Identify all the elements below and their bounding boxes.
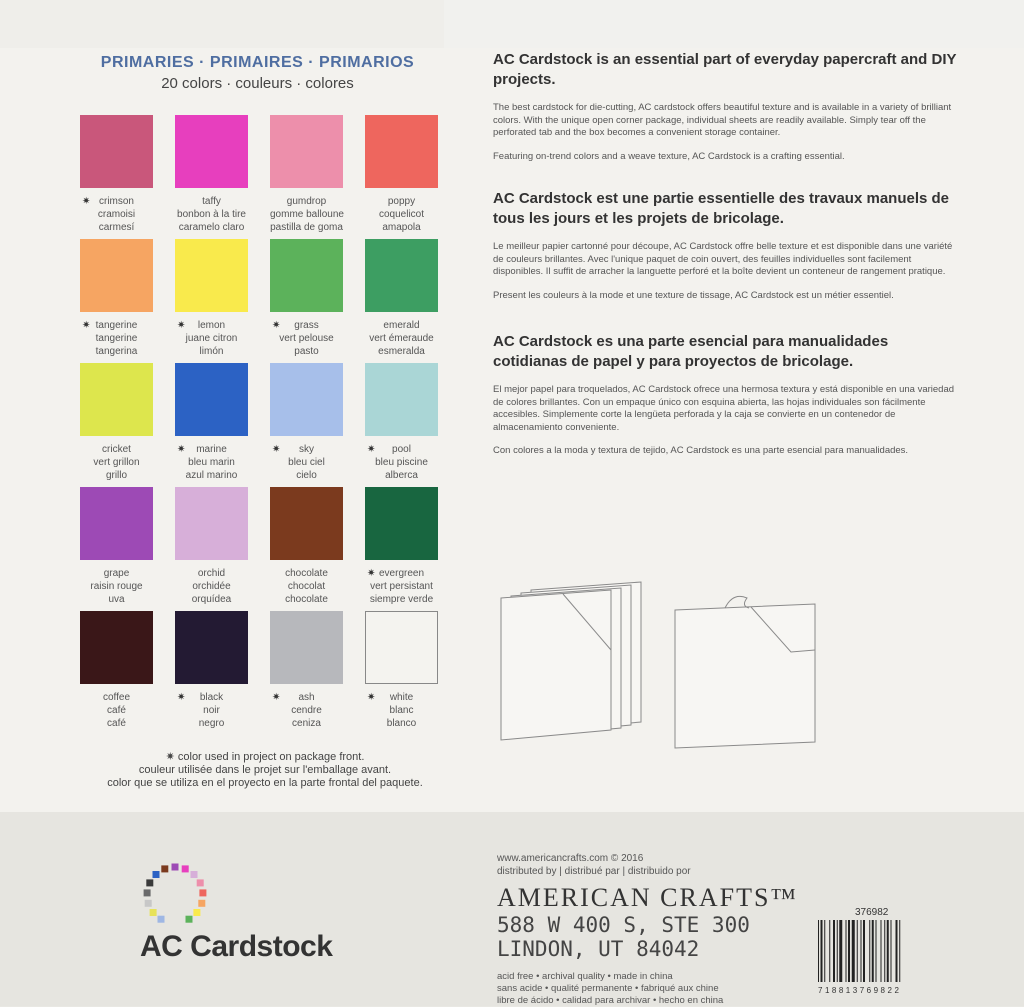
swatch-color: [365, 487, 438, 560]
swatch-names: [365, 195, 438, 234]
swatch-names: [80, 691, 153, 730]
swatch-marine: [175, 363, 248, 487]
logo-dot: [161, 865, 168, 872]
swatch-color: [270, 239, 343, 312]
swatch-name-fr: juane citron: [185, 333, 238, 344]
star-marker: ✷: [367, 568, 376, 579]
swatch-name-es: esmeralda: [378, 346, 425, 357]
barcode-bar: [857, 920, 858, 982]
star-marker: ✷: [177, 320, 186, 331]
footnote: [60, 751, 470, 790]
swatch-names: [365, 567, 438, 606]
swatch-color: [80, 487, 153, 560]
swatch-name-es: siempre verde: [369, 594, 434, 605]
swatch-name-es: pastilla de goma: [270, 222, 343, 233]
logo-color-ring: [144, 864, 207, 923]
open-corner-box-drawing: [675, 596, 815, 748]
logo-dot: [172, 864, 179, 871]
swatch-names: [80, 567, 153, 606]
swatch-color: [175, 363, 248, 436]
swatch-color: [270, 115, 343, 188]
heading-fr: AC Cardstock est une partie essentielle des travaux manuels de tous les jours et les projets de bricolage.: [493, 190, 950, 227]
star-marker: ✷: [272, 692, 281, 703]
swatch-name-es: tangerina: [95, 346, 138, 357]
swatch-color: [270, 363, 343, 436]
swatch-name-es: azul marino: [185, 470, 238, 481]
barcode-bar: [833, 920, 835, 982]
body-es-1: El mejor papel para troquelados, AC Cardstock ofrece una hermosa textura y está disponible en una variedad de colores brillantes. Con un empaque único con esquina abierta, las hojas individuales son fácilmente accesibles. Simplemente corte la lengüeta perforada y la caja se convierte en un contenedor de almacenamiento conveniente.: [493, 384, 955, 433]
swatch-name-es: negro: [198, 718, 225, 729]
barcode-bar: [872, 920, 874, 982]
barcode-bar: [848, 920, 850, 982]
swatch-name-fr: bleu ciel: [288, 457, 325, 468]
barcode-bar: [876, 920, 877, 982]
swatch-name-es: caramelo claro: [178, 222, 245, 233]
heading-es: AC Cardstock es una parte esencial para manualidades cotidianas de papel y para proyectos de bricolage.: [493, 333, 889, 370]
swatch-name-fr: cendre: [291, 705, 322, 716]
swatch-black: [175, 611, 248, 735]
barcode-bar: [869, 920, 870, 982]
body-en-1: The best cardstock for die-cutting, AC cardstock offers beautiful texture and is available in a variety of brilliant colors. With the unique open corner package, individual sheets are readily available. Simply tear off the perforated tab and the box becomes a convenient storage container.: [493, 102, 952, 138]
swatch-color: [80, 115, 153, 188]
barcode-bar: [887, 920, 889, 982]
stacked-sheets-drawing: [501, 582, 641, 740]
logo-dot: [150, 909, 157, 916]
swatch-name-en: orchid: [197, 568, 226, 579]
logo-dot: [144, 889, 151, 896]
logo-dot: [199, 889, 206, 896]
logo-dot: [153, 871, 160, 878]
swatch-color: [270, 611, 343, 684]
swatch-names: [365, 319, 438, 358]
swatch-color: [175, 115, 248, 188]
swatch-names: [80, 319, 153, 358]
swatch-name-en: poppy: [387, 196, 416, 207]
properties-en: acid free • archival quality • made in china: [497, 971, 673, 982]
barcode-bar: [861, 920, 862, 982]
swatch-name-fr: noir: [203, 705, 220, 716]
distributor-brand: AMERICAN CRAFTS™: [497, 883, 798, 912]
swatch-name-en: white: [389, 692, 414, 703]
star-marker: ✷: [177, 444, 186, 455]
star-marker: ✷: [82, 196, 91, 207]
website-url: www.americancrafts.com © 2016: [497, 853, 644, 864]
distributed-by: distributed by | distribué par | distribuido por: [497, 866, 691, 877]
swatch-name-en: grape: [103, 568, 130, 579]
swatch-names: [175, 443, 248, 482]
swatch-name-en: ash: [298, 692, 315, 703]
logo-dot: [145, 900, 152, 907]
star-marker: ✷: [272, 320, 281, 331]
swatch-name-en: crimson: [98, 196, 134, 207]
swatch-name-es: orquídea: [191, 594, 232, 605]
swatch-name-es: chocolate: [285, 594, 328, 605]
swatch-name-en: pool: [392, 444, 411, 455]
swatch-name-es: amapola: [382, 222, 421, 233]
swatch-name-es: limón: [199, 346, 224, 357]
barcode-bar: [863, 920, 865, 982]
swatch-names: [80, 443, 153, 482]
heading-en: AC Cardstock is an essential part of everyday papercraft and DIY projects.: [493, 51, 957, 88]
star-marker: ✷: [367, 692, 376, 703]
swatch-name-fr: bonbon à la tire: [177, 209, 246, 220]
swatch-names: [270, 319, 343, 358]
swatch-lemon: [175, 239, 248, 363]
barcode-bar: [818, 920, 819, 982]
barcode-bar: [821, 920, 823, 982]
swatch-color: [80, 611, 153, 684]
swatch-sky: [270, 363, 343, 487]
section-fr: [493, 189, 963, 302]
swatch-color: [175, 487, 248, 560]
swatch-names: [365, 691, 438, 730]
logo-dot: [197, 879, 204, 886]
swatch-color: [175, 239, 248, 312]
swatch-color: [365, 115, 438, 188]
line-title: PRIMARIES · PRIMAIRES · PRIMARIOS: [100, 54, 415, 71]
swatch-name-es: blanco: [386, 718, 417, 729]
properties-es: libre de ácido • calidad para archivar • hecho en china: [497, 995, 724, 1006]
swatch-emerald: [365, 239, 438, 363]
swatch-names: [175, 319, 248, 358]
barcode-bar: [891, 920, 892, 982]
swatch-name-es: café: [107, 718, 126, 729]
body-fr-1: Le meilleur papier cartonné pour découpe, AC Cardstock offre belle texture et est disponible dans une variété de couleurs brillantes. Avec l'unique paquet de coin ouvert, des feuilles individuelles sont facilement disponibles. Il suffit de arracher la languette perforé et la boîte devient un conteneur de rangement pratique.: [493, 241, 953, 277]
logo-dot: [193, 909, 200, 916]
body-fr-2: Present les couleurs à la mode et une texture de tissage, AC Cardstock est un métier essentiel.: [493, 289, 894, 301]
swatch-color: [365, 611, 438, 684]
swatch-name-fr: vert persistant: [370, 581, 433, 592]
logo-dot: [158, 916, 165, 923]
swatch-poppy: [365, 115, 438, 239]
body-en-2: Featuring on-trend colors and a weave texture, AC Cardstock is a crafting essential.: [493, 150, 845, 162]
swatch-name-fr: tangerine: [95, 333, 138, 344]
barcode-digits: 718813769822: [818, 986, 902, 995]
swatch-name-fr: vert émeraude: [369, 333, 434, 344]
address-line-2: LINDON, UT 84042: [497, 937, 700, 961]
swatch-chocolate: [270, 487, 343, 611]
swatch-name-en: taffy: [202, 196, 221, 207]
swatch-color: [80, 363, 153, 436]
swatch-coffee: [80, 611, 153, 735]
product-properties: [497, 971, 817, 1007]
swatch-name-en: evergreen: [378, 568, 425, 579]
swatch-name-fr: vert pelouse: [279, 333, 334, 344]
swatch-grass: [270, 239, 343, 363]
swatch-name-fr: café: [107, 705, 126, 716]
swatch-name-en: sky: [299, 444, 314, 455]
color-line-header: [60, 54, 455, 92]
swatch-evergreen: [365, 487, 438, 611]
swatch-taffy: [175, 115, 248, 239]
barcode-bar: [829, 920, 830, 982]
swatch-name-fr: chocolat: [287, 581, 326, 592]
swatch-name-fr: raisin rouge: [90, 581, 143, 592]
swatch-color: [80, 239, 153, 312]
footnote-fr: couleur utilisée dans le projet sur l'emballage avant.: [138, 764, 392, 776]
swatch-names: [365, 443, 438, 482]
body-es-2: Con colores a la moda y textura de tejido, AC Cardstock es una parte esencial para manualidades.: [493, 445, 909, 456]
barcode-bar: [899, 920, 900, 982]
properties-fr: sans acide • qualité permanente • fabriqué aux chine: [497, 983, 719, 994]
footnote-en: ✷ color used in project on package front.: [165, 751, 365, 763]
swatch-color: [270, 487, 343, 560]
logo-dot: [186, 916, 193, 923]
barcode-bar: [896, 920, 898, 982]
swatch-crimson: [80, 115, 153, 239]
swatch-name-fr: orchidée: [192, 581, 231, 592]
barcode-bar: [884, 920, 885, 982]
swatch-name-fr: blanc: [389, 705, 414, 716]
swatch-names: [270, 443, 343, 482]
swatch-name-fr: bleu marin: [188, 457, 235, 468]
swatch-name-en: gumdrop: [286, 196, 327, 207]
swatch-name-en: chocolate: [285, 568, 328, 579]
swatch-name-es: alberca: [385, 470, 418, 481]
package-illustration: [493, 580, 853, 750]
swatch-name-es: carmesí: [98, 222, 135, 233]
swatch-name-en: lemon: [197, 320, 226, 331]
logo-dot: [146, 879, 153, 886]
swatch-name-es: cielo: [296, 470, 317, 481]
swatch-grid: [80, 115, 438, 735]
swatch-white: [365, 611, 438, 735]
logo-dot: [191, 871, 198, 878]
swatch-name-en: black: [199, 692, 224, 703]
swatch-name-fr: coquelicot: [378, 209, 425, 220]
swatch-name-en: grass: [294, 320, 319, 331]
swatch-name-fr: gomme balloune: [270, 209, 344, 220]
logo-dot: [198, 900, 205, 907]
swatch-names: [175, 195, 248, 234]
logo-dot: [182, 865, 189, 872]
swatch-pool: [365, 363, 438, 487]
barcode-bar: [839, 920, 842, 982]
swatch-ash: [270, 611, 343, 735]
swatch-name-en: cricket: [102, 444, 131, 455]
swatch-name-en: marine: [196, 444, 227, 455]
sku-number: 376982: [855, 907, 889, 918]
distributor-block: [497, 853, 817, 1007]
perforated-tab: [444, 0, 1024, 49]
logo-text: AC Cardstock: [140, 930, 333, 963]
swatch-names: [270, 195, 343, 234]
line-subtitle: 20 colors · couleurs · colores: [161, 75, 354, 92]
swatch-name-es: grillo: [105, 470, 128, 481]
barcode: [818, 920, 926, 985]
star-marker: ✷: [367, 444, 376, 455]
swatch-names: [270, 567, 343, 606]
barcode-bar: [881, 920, 882, 982]
section-en: [493, 50, 963, 163]
swatch-names: [270, 691, 343, 730]
swatch-names: [80, 195, 153, 234]
swatch-name-es: pasto: [294, 346, 319, 357]
barcode-bar: [837, 920, 838, 982]
swatch-color: [175, 611, 248, 684]
swatch-orchid: [175, 487, 248, 611]
barcode-bar: [824, 920, 825, 982]
swatch-color: [365, 363, 438, 436]
swatch-tangerine: [80, 239, 153, 363]
swatch-name-en: tangerine: [95, 320, 138, 331]
star-marker: ✷: [82, 320, 91, 331]
star-marker: ✷: [272, 444, 281, 455]
swatch-names: [175, 567, 248, 606]
swatch-name-fr: bleu piscine: [375, 457, 428, 468]
swatch-gumdrop: [270, 115, 343, 239]
swatch-name-fr: vert grillon: [93, 457, 140, 468]
star-marker: ✷: [177, 692, 186, 703]
swatch-grape: [80, 487, 153, 611]
swatch-name-fr: cramoisi: [97, 209, 136, 220]
swatch-name-es: ceniza: [292, 718, 321, 729]
swatch-color: [365, 239, 438, 312]
swatch-name-en: coffee: [102, 692, 131, 703]
swatch-name-en: emerald: [383, 320, 420, 331]
section-es: [493, 332, 963, 458]
swatch-name-es: uva: [108, 594, 125, 605]
footnote-es: color que se utiliza en el proyecto en la parte frontal del paquete.: [107, 777, 423, 789]
swatch-names: [175, 691, 248, 730]
barcode-bar: [846, 920, 847, 982]
barcode-bar: [852, 920, 855, 982]
swatch-cricket: [80, 363, 153, 487]
address-line-1: 588 W 400 S, STE 300: [497, 913, 750, 937]
description-column: [493, 50, 963, 478]
